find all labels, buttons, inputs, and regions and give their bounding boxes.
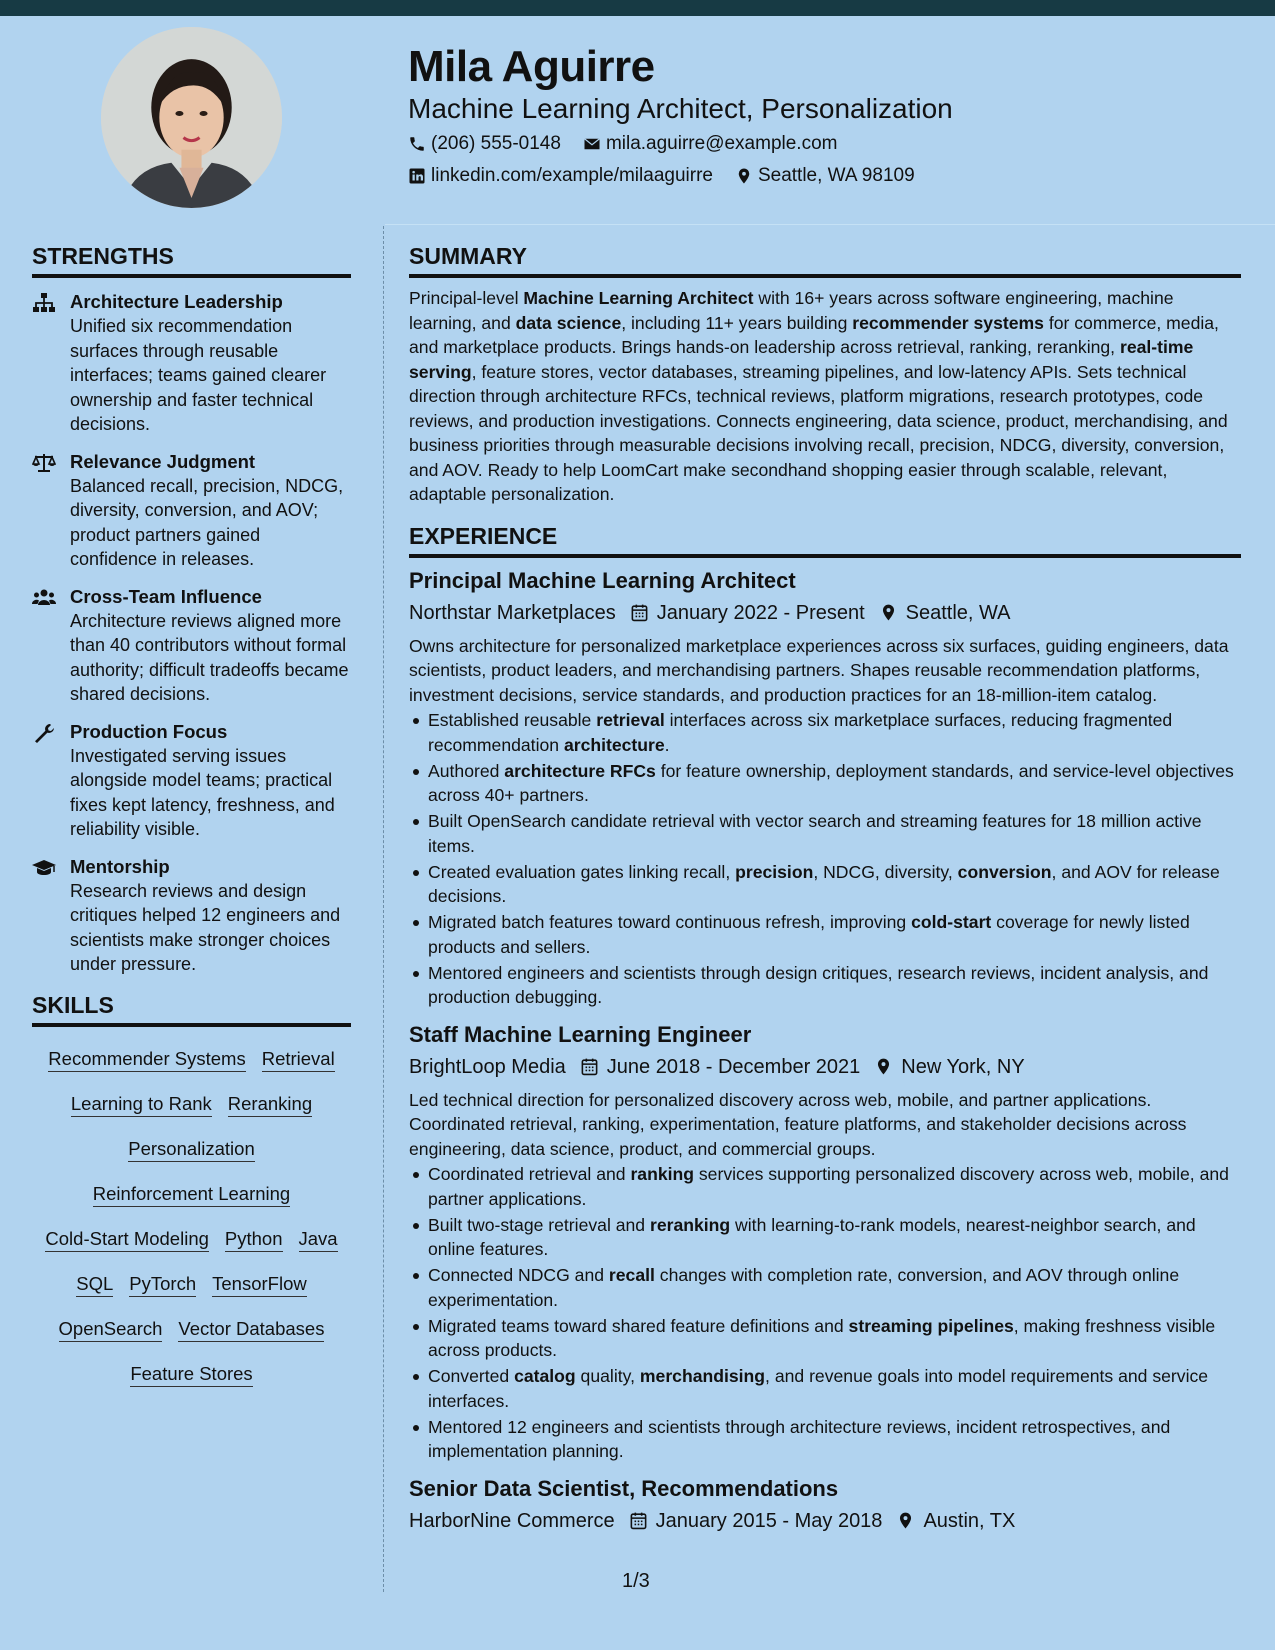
calendar-icon — [580, 1057, 599, 1076]
bold-keyword: Machine Learning Architect — [523, 288, 754, 308]
job-bullet: Converted catalog quality, merchandising, and revenue goals into model requirements and service interfaces. — [409, 1364, 1241, 1413]
job-title: Staff Machine Learning Engineer — [409, 1021, 752, 1047]
summary-heading: SUMMARY — [409, 242, 1241, 278]
strengths-list — [32, 290, 351, 977]
linkedin-contact[interactable] — [408, 165, 713, 187]
company-name: HarborNine Commerce — [409, 1509, 615, 1532]
job-location: New York, NY — [901, 1055, 1025, 1078]
strength-desc: Architecture reviews aligned more than 40 contributors without formal authority; difficult tradeoffs became shared decisions. — [70, 610, 349, 704]
bold-keyword: architecture — [563, 734, 665, 755]
hierarchy-icon — [32, 293, 56, 313]
bold-keyword: streaming pipelines — [848, 1315, 1014, 1336]
skill-tag: PyTorch — [129, 1273, 196, 1297]
job-bullet: Migrated batch features toward continuous refresh, improving cold-start coverage for newly listed products and sellers. — [409, 910, 1241, 959]
calendar-icon — [630, 603, 649, 622]
bold-keyword: cold-start — [911, 912, 992, 932]
linkedin-text[interactable]: linkedin.com/example/milaaguirre — [431, 165, 713, 186]
job-bullet: Mentored 12 engineers and scientists through architecture reviews, incident retrospectives, and implementation planning. — [409, 1415, 1241, 1464]
strength-item — [32, 450, 351, 572]
strength-desc: Research reviews and design critiques helped 12 engineers and scientists make stronger choices under pressure. — [70, 880, 341, 974]
job-location: Seattle, WA — [905, 601, 1011, 624]
skill-tag: SQL — [76, 1273, 113, 1297]
skill-tag: Java — [299, 1228, 338, 1252]
strength-title: Cross-Team Influence — [70, 585, 262, 607]
strength-item — [32, 290, 351, 437]
strength-title: Architecture Leadership — [70, 291, 283, 312]
job-location: Austin, TX — [923, 1509, 1016, 1532]
skill-tag: Learning to Rank — [71, 1093, 212, 1117]
bold-keyword: retrieval — [596, 710, 665, 730]
strengths-heading: STRENGTHS — [32, 242, 351, 278]
job-meta — [409, 598, 1241, 628]
graduation-cap-icon — [32, 858, 56, 878]
job-bullets — [409, 1162, 1241, 1464]
skill-tag: Recommender Systems — [48, 1048, 245, 1072]
bold-keyword: architecture RFCs — [504, 760, 656, 781]
candidate-headline: Machine Learning Architect, Personalization — [408, 93, 953, 124]
bold-keyword: reranking — [649, 1214, 731, 1235]
map-pin-icon — [879, 603, 898, 622]
job-bullet: Migrated teams toward shared feature definitions and streaming pipelines, making freshness visible across products. — [409, 1314, 1241, 1363]
skill-tag: Feature Stores — [130, 1363, 252, 1387]
skill-tag: Personalization — [128, 1138, 255, 1162]
strength-title: Production Focus — [70, 720, 228, 742]
job-bullet: Built two-stage retrieval and reranking with learning-to-rank models, nearest-neighbor search, and online features. — [409, 1213, 1241, 1262]
skills-list — [32, 1037, 351, 1397]
skills-heading: SKILLS — [32, 991, 351, 1027]
strength-item — [32, 585, 351, 707]
job-bullet: Created evaluation gates linking recall, precision, NDCG, diversity, conversion, and AOV for release decisions. — [409, 860, 1241, 909]
skill-tag: Reinforcement Learning — [93, 1183, 290, 1207]
skill-tag: Reranking — [228, 1093, 312, 1117]
job-meta — [409, 1506, 1241, 1536]
contact-row-1 — [408, 133, 859, 155]
job-entry — [409, 566, 1241, 1010]
job-bullet: Authored architecture RFCs for feature ownership, deployment standards, and service-level objectives across 40+ partners. — [409, 759, 1241, 808]
bold-keyword: precision — [735, 861, 814, 882]
company-name: Northstar Marketplaces — [409, 601, 616, 624]
job-entry — [409, 1474, 1241, 1536]
bold-keyword: recommender systems — [852, 312, 1044, 333]
job-bullet: Mentored engineers and scientists through design critiques, research reviews, incident analysis, and production debugging. — [409, 961, 1241, 1010]
calendar-icon — [629, 1511, 648, 1530]
bold-keyword: conversion — [957, 861, 1052, 882]
right-column — [409, 242, 1241, 1536]
bold-keyword: recall — [608, 1265, 655, 1285]
candidate-name: Mila Aguirre — [408, 42, 655, 91]
job-description: Owns architecture for personalized marketplace experiences across six surfaces, guiding engineers, data scientists, product leaders, and merchandising partners. Shapes reusable recommendation platforms, investment decisions, service standards, and production practices for an 18-million-item catalog. — [409, 635, 1229, 705]
phone-text: (206) 555-0148 — [431, 133, 561, 154]
bold-keyword: data science — [515, 312, 622, 333]
strength-title: Mentorship — [70, 855, 170, 877]
job-meta — [409, 1052, 1241, 1082]
skill-tag: Retrieval — [262, 1048, 335, 1072]
strength-desc: Investigated serving issues alongside model teams; practical fixes kept latency, freshness, and reliability visible. — [70, 745, 335, 839]
envelope-icon — [583, 135, 601, 153]
wrench-icon — [32, 723, 56, 743]
job-bullet: Established reusable retrieval interfaces across six marketplace surfaces, reducing fragmented recommendation architecture. — [409, 708, 1241, 757]
job-title: Principal Machine Learning Architect — [409, 567, 796, 593]
strength-title: Relevance Judgment — [70, 450, 256, 472]
strength-desc: Balanced recall, precision, NDCG, diversity, conversion, and AOV; product partners gained confidence in releases. — [70, 475, 344, 569]
scale-icon — [32, 453, 56, 473]
phone-icon — [408, 135, 426, 153]
job-dates: January 2022 - Present — [656, 601, 865, 624]
map-pin-icon — [874, 1057, 893, 1076]
job-description: Led technical direction for personalized discovery across web, mobile, and partner applications. Coordinated retrieval, ranking, experimentation, feature platforms, and stakeholder decisions across engineering, data science, product, and commercial groups. — [409, 1089, 1187, 1159]
people-icon — [32, 588, 56, 608]
bold-keyword: ranking — [630, 1164, 694, 1184]
column-divider — [383, 226, 384, 1592]
email-contact[interactable] — [583, 133, 838, 155]
job-entry — [409, 1020, 1241, 1464]
linkedin-icon — [408, 167, 426, 185]
strength-item — [32, 720, 351, 842]
bold-keyword: real-time serving — [409, 337, 1194, 382]
location-text: Seattle, WA 98109 — [757, 165, 915, 186]
job-bullet: Coordinated retrieval and ranking services supporting personalized discovery across web, mobile, and partner applications. — [409, 1162, 1241, 1211]
profile-photo — [101, 27, 282, 208]
job-bullet: Connected NDCG and recall changes with completion rate, conversion, and AOV through online experimentation. — [409, 1263, 1241, 1312]
skill-tag: Python — [225, 1228, 283, 1252]
location-contact — [735, 165, 915, 187]
contact-row-2 — [408, 165, 937, 187]
skill-tag: TensorFlow — [212, 1273, 307, 1297]
header-divider — [385, 224, 1275, 225]
experience-heading: EXPERIENCE — [409, 522, 1241, 558]
job-bullet: Built OpenSearch candidate retrieval with vector search and streaming features for 18 million active items. — [409, 809, 1241, 858]
job-bullets — [409, 708, 1241, 1010]
bold-keyword: merchandising — [639, 1366, 766, 1386]
bold-keyword: catalog — [514, 1366, 576, 1386]
summary-text: Principal-level Machine Learning Architect with 16+ years across software engineering, machine learning, and data science, including 11+ years building recommender systems for commerce, media, and marketplace products. Brings hands-on leadership across retrieval, ranking, reranking, real-time serving, feature stores, vector databases, streaming pipelines, and low-latency APIs. Sets technical direction through architecture RFCs, technical reviews, platform migrations, research prototypes, code reviews, and production investigations. Connects engineering, data science, product, merchandising, and business priorities through measurable decisions involving recall, precision, NDCG, diversity, conversion, and AOV. Ready to help LoomCart make secondhand shopping easier through scalable, relevant, adaptable personalization. — [409, 288, 1228, 504]
map-pin-icon — [735, 167, 753, 185]
map-pin-icon — [896, 1511, 915, 1530]
left-column — [32, 242, 351, 1397]
job-title: Senior Data Scientist, Recommendations — [409, 1475, 839, 1501]
skill-tag: Cold-Start Modeling — [45, 1228, 209, 1252]
job-dates: June 2018 - December 2021 — [606, 1055, 861, 1078]
page-number: 1/3 — [622, 1570, 650, 1592]
email-text[interactable]: mila.aguirre@example.com — [605, 133, 838, 154]
job-dates: January 2015 - May 2018 — [655, 1509, 883, 1532]
strength-item — [32, 855, 351, 977]
company-name: BrightLoop Media — [409, 1055, 566, 1078]
strength-desc: Unified six recommendation surfaces through reusable interfaces; teams gained clearer ownership and faster technical decisions. — [70, 316, 327, 434]
skill-tag: Vector Databases — [178, 1318, 324, 1342]
top-accent-bar — [0, 0, 1275, 16]
phone-contact — [408, 133, 561, 155]
skill-tag: OpenSearch — [59, 1318, 163, 1342]
